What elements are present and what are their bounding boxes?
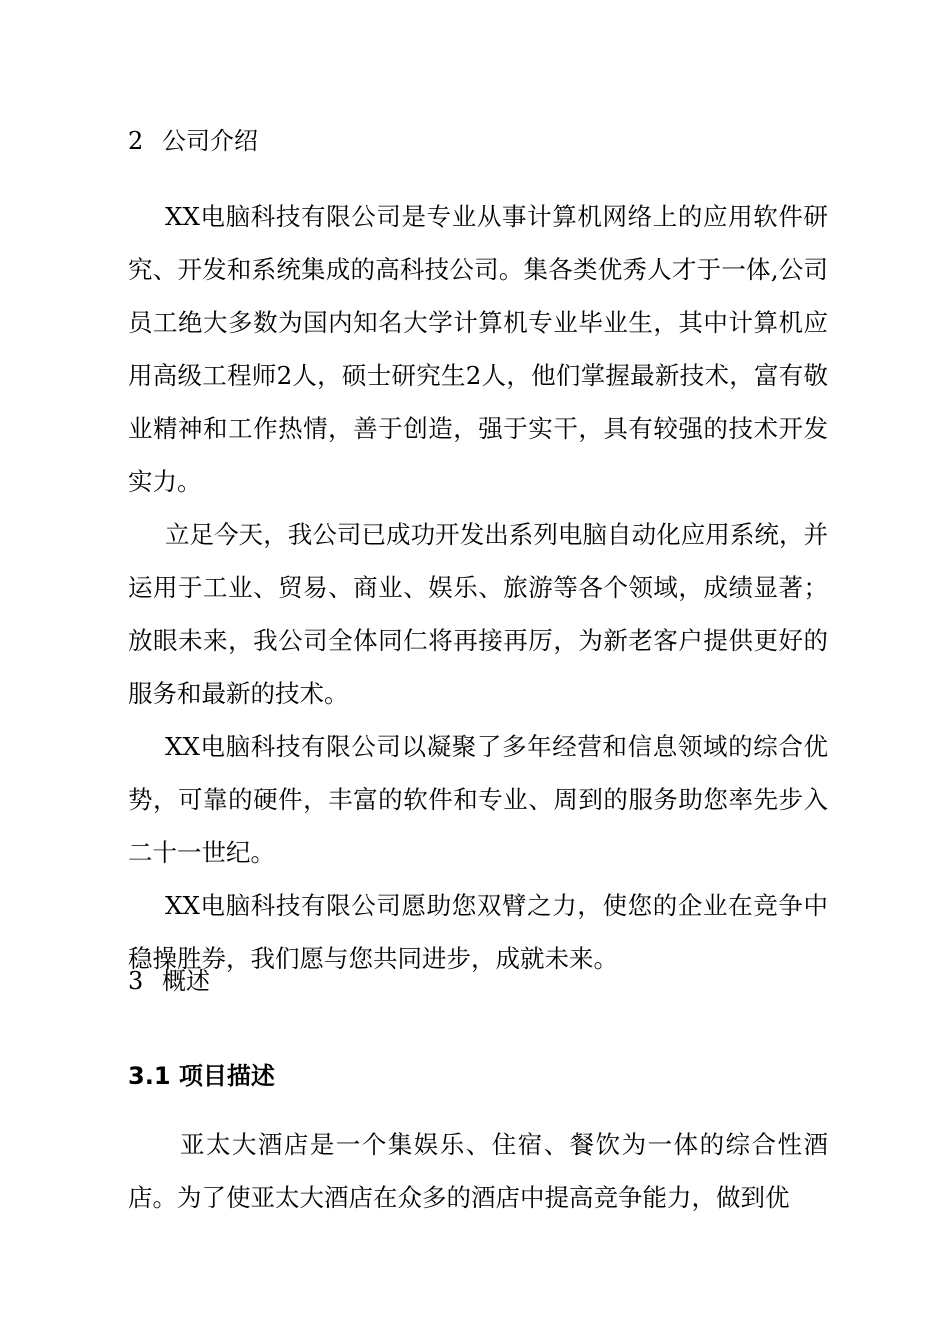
- subsection-heading-3-1: 3.1 项目描述: [128, 1062, 275, 1090]
- section-title: 公司介绍: [162, 127, 258, 155]
- section-heading-2: [128, 126, 258, 156]
- paragraph-company-intro: XX电脑科技有限公司是专业从事计算机网络上的应用软件研究、开发和系统集成的高科技公司。集各类优秀人才于一体,公司员工绝大多数为国内知名大学计算机专业毕业生，其中计算机应用高级工程师2人，硕士研究生2人，他们掌握最新技术，富有敬业精神和工作热情，善于创造，强于实干，具有较强的技术开发实力。: [128, 202, 828, 496]
- paragraph-partnership: XX电脑科技有限公司愿助您双臂之力，使您的企业在竞争中稳操胜券，我们愿与您共同进步，成就未来。: [128, 891, 828, 973]
- paragraph-project-description: 亚太大酒店是一个集娱乐、住宿、餐饮为一体的综合性酒店。为了使亚太大酒店在众多的酒店中提高竞争能力，做到优: [128, 1130, 828, 1212]
- paragraph-today-future: 立足今天，我公司已成功开发出系列电脑自动化应用系统，并运用于工业、贸易、商业、娱乐、旅游等各个领域，成绩显著；放眼未来，我公司全体同仁将再接再厉，为新老客户提供更好的服务和最新的技术。: [128, 520, 828, 708]
- section-heading-3: [128, 966, 210, 996]
- section-number: 2: [128, 127, 144, 155]
- section-number: 3: [128, 967, 144, 995]
- section-title: 概述: [162, 967, 210, 995]
- paragraph-advantages: XX电脑科技有限公司以凝聚了多年经营和信息领域的综合优势，可靠的硬件，丰富的软件和专业、周到的服务助您率先步入二十一世纪。: [128, 732, 828, 867]
